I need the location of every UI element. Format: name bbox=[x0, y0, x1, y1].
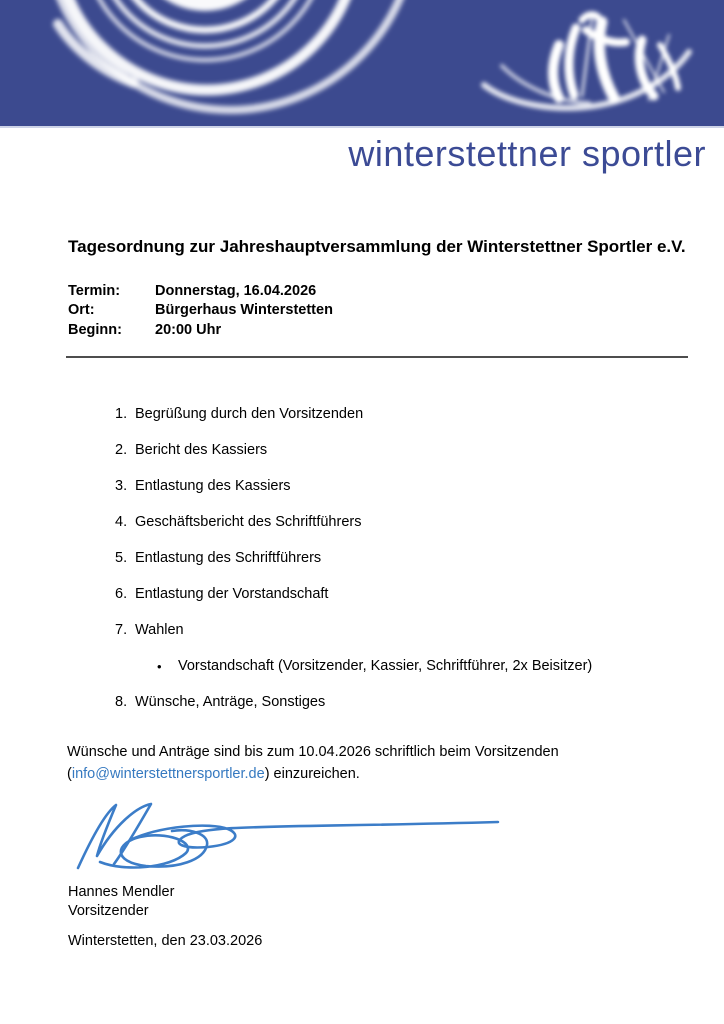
agenda-text: Wünsche, Anträge, Sonstiges bbox=[135, 694, 326, 710]
logo-text: winterstettner sportler bbox=[348, 133, 706, 174]
paren-open: ( bbox=[67, 766, 72, 782]
meta-label: Beginn: bbox=[68, 321, 122, 338]
agenda-item bbox=[115, 692, 592, 713]
email-link[interactable]: info@winterstettnersportler.de bbox=[71, 766, 265, 782]
signer-role: Vorsitzender bbox=[68, 903, 149, 919]
agenda-item bbox=[115, 440, 592, 461]
note-line2 bbox=[67, 763, 559, 785]
signature-image bbox=[70, 798, 510, 878]
note-tail: ) einzureichen. bbox=[264, 766, 360, 782]
agenda-number: 3. bbox=[115, 478, 128, 494]
divider-line bbox=[66, 356, 688, 358]
meta-row-termin bbox=[68, 282, 333, 301]
agenda-number: 6. bbox=[115, 586, 128, 602]
meta-label: Ort: bbox=[68, 302, 95, 319]
meta-value: Donnerstag, 16.04.2026 bbox=[155, 283, 317, 299]
note-line1: Wünsche und Anträge sind bis zum 10.04.2026 schriftlich beim Vorsitzenden bbox=[67, 744, 559, 760]
agenda-text: Entlastung des Kassiers bbox=[135, 478, 291, 494]
agenda-sub-item bbox=[157, 656, 592, 677]
agenda-number: 8. bbox=[115, 694, 128, 710]
skier-graphic bbox=[464, 0, 724, 126]
agenda-item bbox=[115, 584, 592, 605]
header-banner bbox=[0, 0, 724, 126]
meta-block bbox=[68, 282, 333, 340]
agenda-item bbox=[115, 476, 592, 497]
document-title: Tagesordnung zur Jahreshauptversammlung der Winterstettner Sportler e.V. bbox=[68, 237, 686, 256]
signoff-block bbox=[68, 883, 174, 921]
agenda-text: Begrüßung durch den Vorsitzenden bbox=[135, 406, 364, 422]
meta-value: Bürgerhaus Winterstetten bbox=[155, 302, 333, 319]
agenda-number: 7. bbox=[115, 622, 128, 638]
agenda-text: Entlastung der Vorstandschaft bbox=[135, 586, 329, 602]
agenda-number: 4. bbox=[115, 514, 128, 530]
bullet-marker: • bbox=[157, 659, 162, 674]
agenda-list bbox=[115, 404, 592, 728]
meta-row-ort bbox=[68, 301, 333, 320]
agenda-sub-text: Vorstandschaft (Vorsitzender, Kassier, Schriftführer, 2x Beisitzer) bbox=[178, 658, 593, 674]
agenda-item bbox=[115, 404, 592, 425]
agenda-number: 5. bbox=[115, 550, 128, 566]
agenda-number: 1. bbox=[115, 406, 128, 422]
agenda-item bbox=[115, 512, 592, 533]
submission-note bbox=[67, 741, 559, 785]
place-date: Winterstetten, den 23.03.2026 bbox=[68, 933, 263, 949]
agenda-text: Bericht des Kassiers bbox=[135, 442, 268, 458]
agenda-text: Wahlen bbox=[135, 622, 184, 638]
agenda-number: 2. bbox=[115, 442, 128, 458]
meta-row-beginn bbox=[68, 321, 333, 340]
agenda-item bbox=[115, 620, 592, 641]
swirl-graphic bbox=[0, 0, 420, 126]
agenda-text: Geschäftsbericht des Schriftführers bbox=[135, 514, 362, 530]
meta-value: 20:00 Uhr bbox=[155, 321, 222, 338]
agenda-text: Entlastung des Schriftführers bbox=[135, 550, 322, 566]
logo-row bbox=[0, 128, 724, 180]
meta-label: Termin: bbox=[68, 283, 121, 299]
signer-name: Hannes Mendler bbox=[68, 884, 175, 900]
agenda-item bbox=[115, 548, 592, 569]
